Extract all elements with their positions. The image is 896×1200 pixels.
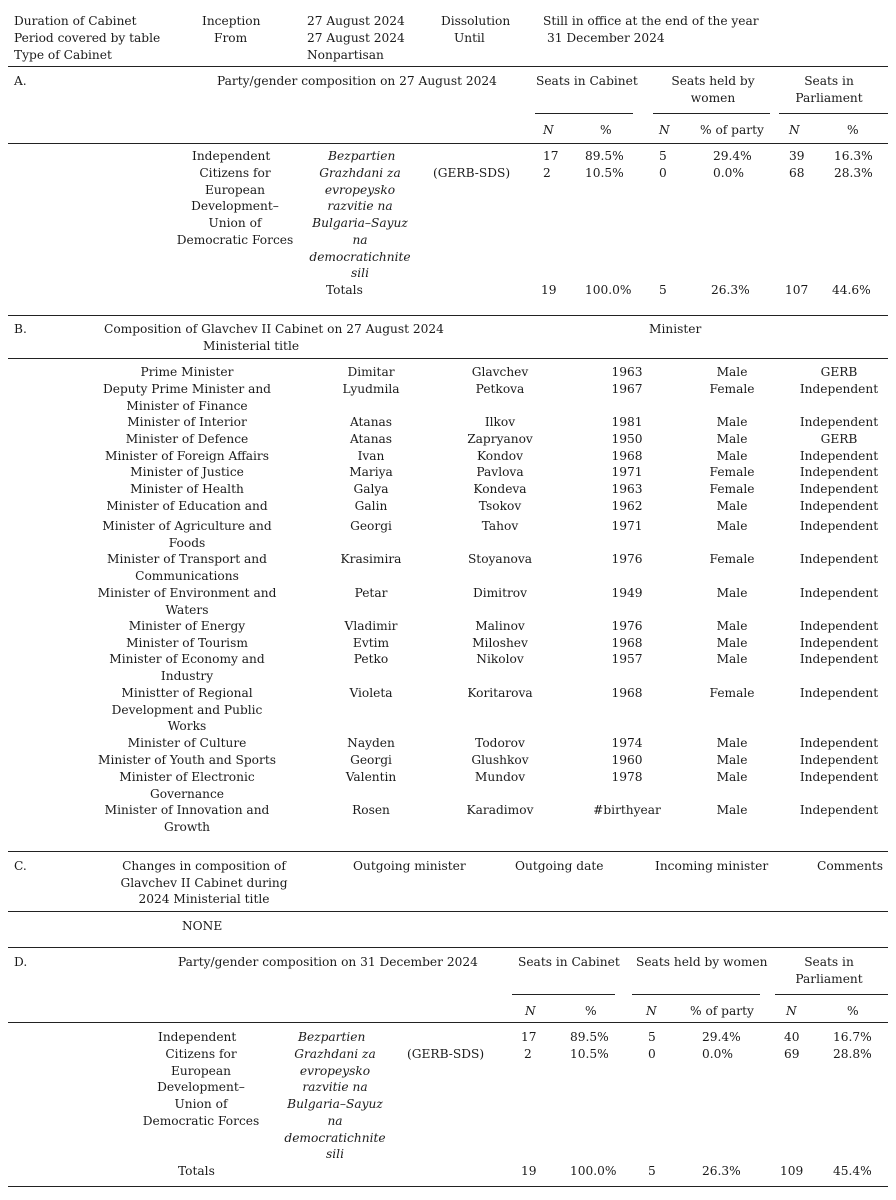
minister-birth-year: 1981 (611, 415, 643, 429)
minister-birth-year: 1978 (611, 770, 643, 784)
n-header: N (525, 1004, 536, 1018)
ministerial-title: Ministter of Regional Development and Public Works (111, 686, 263, 734)
pct-header: % (847, 123, 859, 137)
minister-first-name: Georgi (350, 753, 392, 767)
subheader-rule (535, 113, 633, 114)
col-cabinet: Seats in Cabinet (536, 74, 638, 88)
parliament-n: 40 (784, 1030, 800, 1044)
minister-last-name: Zapryanov (467, 432, 533, 446)
minister-last-name: Glushkov (471, 753, 529, 767)
ministerial-title: Minister of Youth and Sports (98, 753, 276, 767)
ministerial-title: Minister of Foreign Affairs (105, 449, 269, 463)
parliament-pct: 28.3% (834, 166, 873, 180)
until-value: 31 December 2024 (547, 31, 665, 45)
minister-birth-year: #birthyear (593, 803, 661, 817)
ministerial-title: Minister of Agriculture and Foods (102, 519, 272, 550)
women-pct: 29.4% (713, 149, 752, 163)
ministerial-title: Minister of Economy and Industry (109, 652, 265, 683)
parliament-pct: 16.7% (833, 1030, 872, 1044)
minister-gender: Female (709, 465, 755, 479)
minister-first-name: Mariya (349, 465, 393, 479)
women-n: 5 (648, 1030, 656, 1044)
minister-gender: Male (716, 519, 748, 533)
ministerial-title: Minister of Electronic Governance (119, 770, 255, 801)
ministerial-title: Minister of Tourism (126, 636, 248, 650)
section-letter: B. (14, 322, 27, 336)
cabinet-n: 17 (521, 1030, 537, 1044)
minister-gender: Male (716, 432, 748, 446)
minister-birth-year: 1974 (611, 736, 643, 750)
cabinet-pct: 89.5% (570, 1030, 609, 1044)
cabinet-pct: 10.5% (585, 166, 624, 180)
n-header: N (646, 1004, 657, 1018)
party-name: Citizens for European Development–Union of Democratic Forces (142, 1047, 260, 1128)
minister-birth-year: 1963 (611, 482, 643, 496)
until-label: Until (454, 31, 485, 45)
minister-gender: Female (709, 686, 755, 700)
party-abbreviation: (GERB-SDS) (407, 1047, 485, 1061)
minister-party: GERB (820, 432, 858, 446)
minister-gender: Male (716, 619, 748, 633)
parliament-n: 69 (784, 1047, 800, 1061)
pct-party-header: % of party (690, 1004, 754, 1018)
minister-last-name: Malinov (475, 619, 525, 633)
subheader-rule (775, 994, 888, 995)
minister-last-name: Ilkov (484, 415, 516, 429)
minister-gender: Male (716, 586, 748, 600)
minister-first-name: Krasimira (340, 552, 402, 566)
minister-gender: Male (716, 499, 748, 513)
minister-last-name: Glavchev (471, 365, 529, 379)
ministerial-title: Minister of Health (130, 482, 244, 496)
minister-party: Independent (799, 803, 879, 817)
parliament-pct: 28.8% (833, 1047, 872, 1061)
minister-party: Independent (799, 449, 879, 463)
minister-birth-year: 1962 (611, 499, 643, 513)
no-changes-text: NONE (182, 919, 223, 933)
divider (8, 358, 888, 359)
ministerial-title: Prime Minister (140, 365, 234, 379)
pct-party-header: % of party (700, 123, 764, 137)
minister-first-name: Ivan (357, 449, 385, 463)
col-outgoing-minister: Outgoing minister (353, 859, 466, 873)
minister-party: Independent (799, 382, 879, 396)
col-parliament: Seats in Parliament (795, 955, 863, 986)
n-header: N (789, 123, 800, 137)
minister-gender: Male (716, 753, 748, 767)
party-native-name: Grazhdani za evropeysko razvitie na Bulgaria–Sayuz na democratichnite sili (309, 166, 411, 281)
minister-party: Independent (799, 753, 879, 767)
ministerial-title: Minister of Culture (127, 736, 247, 750)
divider (8, 1186, 888, 1187)
minister-first-name: Petko (353, 652, 389, 666)
divider (8, 315, 888, 316)
col-incoming-minister: Incoming minister (655, 859, 769, 873)
n-header: N (659, 123, 670, 137)
party-native-name: Bezpartien (298, 1030, 366, 1044)
minister-birth-year: 1968 (611, 636, 643, 650)
dissolution-label: Dissolution (441, 14, 511, 28)
n-header: N (786, 1004, 797, 1018)
minister-gender: Male (716, 803, 748, 817)
women-pct: 29.4% (702, 1030, 741, 1044)
cabinet-n: 19 (541, 283, 557, 297)
totals-label: Totals (326, 283, 363, 297)
women-pct: 26.3% (711, 283, 750, 297)
subheader-rule (779, 113, 888, 114)
minister-party: Independent (799, 415, 879, 429)
ministerial-title: Minister of Interior (127, 415, 247, 429)
section-title: Party/gender composition on 27 August 2024 (217, 74, 497, 88)
from-date: 27 August 2024 (307, 31, 405, 45)
section-title: Party/gender composition on 31 December 2024 (178, 955, 478, 969)
minister-party: Independent (799, 652, 879, 666)
parliament-n: 39 (789, 149, 805, 163)
parliament-n: 109 (780, 1164, 804, 1178)
section-letter: C. (14, 859, 27, 873)
minister-party: Independent (799, 586, 879, 600)
minister-party: Independent (799, 686, 879, 700)
minister-gender: Female (709, 552, 755, 566)
subheader-rule (632, 994, 760, 995)
minister-first-name: Vladimir (344, 619, 398, 633)
minister-party: Independent (799, 619, 879, 633)
cabinet-pct: 100.0% (570, 1164, 617, 1178)
minister-birth-year: 1976 (611, 619, 643, 633)
minister-party: Independent (799, 552, 879, 566)
party-name: Citizens for European Development–Union of Democratic Forces (176, 166, 294, 247)
parliament-n: 68 (789, 166, 805, 180)
minister-first-name: Lyudmila (342, 382, 400, 396)
minister-birth-year: 1949 (611, 586, 643, 600)
minister-birth-year: 1957 (611, 652, 643, 666)
ministerial-title: Minister of Transport and Communications (107, 552, 267, 583)
minister-birth-year: 1950 (611, 432, 643, 446)
ministerial-title: Minister of Justice (130, 465, 244, 479)
women-n: 5 (659, 149, 667, 163)
dissolution-value: Still in office at the end of the year (543, 14, 759, 28)
minister-party: Independent (799, 482, 879, 496)
inception-label: Inception (202, 14, 261, 28)
subheader-rule (512, 994, 615, 995)
col-women: Seats held by women (671, 74, 755, 105)
minister-party: Independent (799, 465, 879, 479)
from-label: From (214, 31, 248, 45)
ministerial-title: Minister of Defence (125, 432, 249, 446)
totals-label: Totals (178, 1164, 215, 1178)
divider (8, 1022, 888, 1023)
women-n: 5 (659, 283, 667, 297)
minister-first-name: Galin (354, 499, 388, 513)
minister-first-name: Atanas (349, 415, 393, 429)
ministerial-title: Minister of Innovation and Growth (104, 803, 270, 834)
pct-header: % (847, 1004, 859, 1018)
divider (8, 66, 888, 67)
minister-first-name: Nayden (347, 736, 395, 750)
minister-last-name: Tahov (481, 519, 519, 533)
type-label: Type of Cabinet (14, 48, 112, 62)
minister-first-name: Georgi (350, 519, 392, 533)
minister-last-name: Pavlova (476, 465, 524, 479)
minister-gender: Male (716, 365, 748, 379)
duration-label: Duration of Cabinet (14, 14, 137, 28)
cabinet-n: 17 (543, 149, 559, 163)
party-native-name: Grazhdani za evropeysko razvitie na Bulgaria–Sayuz na democratichnite sili (284, 1047, 386, 1162)
minister-gender: Male (716, 415, 748, 429)
minister-first-name: Evtim (352, 636, 390, 650)
minister-birth-year: 1968 (611, 449, 643, 463)
minister-last-name: Nikolov (476, 652, 524, 666)
women-pct: 26.3% (702, 1164, 741, 1178)
minister-last-name: Kondeva (473, 482, 527, 496)
col-outgoing-date: Outgoing date (515, 859, 604, 873)
minister-last-name: Todorov (475, 736, 525, 750)
ministerial-title: Minister of Education and (106, 499, 268, 513)
minister-first-name: Valentin (345, 770, 397, 784)
minister-last-name: Karadimov (466, 803, 534, 817)
minister-last-name: Petkova (475, 382, 525, 396)
party-abbreviation: (GERB-SDS) (433, 166, 511, 180)
minister-last-name: Miloshev (472, 636, 528, 650)
divider (8, 851, 888, 852)
party-native-name: Bezpartien (328, 149, 396, 163)
inception-date: 27 August 2024 (307, 14, 405, 28)
divider (8, 911, 888, 912)
period-label: Period covered by table (14, 31, 161, 45)
subheader-rule (653, 113, 770, 114)
section-letter: D. (14, 955, 28, 969)
parliament-n: 107 (785, 283, 809, 297)
section-title: Changes in composition of Glavchev II Cabinet during 2024 Ministerial title (120, 859, 288, 907)
minister-gender: Male (716, 636, 748, 650)
minister-last-name: Kondov (477, 449, 523, 463)
minister-birth-year: 1971 (611, 465, 643, 479)
parliament-pct: 45.4% (833, 1164, 872, 1178)
minister-label: Minister (649, 322, 702, 336)
women-n: 0 (648, 1047, 656, 1061)
ministerial-title: Deputy Prime Minister and Minister of Finance (103, 382, 271, 413)
minister-last-name: Mundov (474, 770, 526, 784)
minister-birth-year: 1971 (611, 519, 643, 533)
divider (8, 143, 888, 144)
minister-party: Independent (799, 499, 879, 513)
minister-party: Independent (799, 519, 879, 533)
pct-header: % (585, 1004, 597, 1018)
col-women: Seats held by women (636, 955, 768, 969)
cabinet-n: 2 (543, 166, 551, 180)
parliament-pct: 44.6% (832, 283, 871, 297)
minister-gender: Female (709, 382, 755, 396)
pct-header: % (600, 123, 612, 137)
cabinet-n: 2 (524, 1047, 532, 1061)
ministerial-title: Minister of Energy (128, 619, 246, 633)
minister-gender: Male (716, 652, 748, 666)
women-n: 5 (648, 1164, 656, 1178)
minister-first-name: Violeta (349, 686, 393, 700)
minister-last-name: Tsokov (478, 499, 522, 513)
cabinet-pct: 100.0% (585, 283, 632, 297)
minister-last-name: Dimitrov (472, 586, 528, 600)
minister-gender: Female (709, 482, 755, 496)
type-value: Nonpartisan (307, 48, 384, 62)
section-title: Composition of Glavchev II Cabinet on 27 August 2024 (104, 322, 444, 336)
minister-last-name: Stoyanova (467, 552, 533, 566)
party-name: Independent (192, 149, 271, 163)
minister-birth-year: 1963 (611, 365, 643, 379)
divider (8, 947, 888, 948)
minister-party: Independent (799, 736, 879, 750)
women-pct: 0.0% (713, 166, 744, 180)
minister-first-name: Atanas (349, 432, 393, 446)
minister-last-name: Koritarova (467, 686, 533, 700)
minister-first-name: Rosen (352, 803, 390, 817)
minister-gender: Male (716, 736, 748, 750)
cabinet-n: 19 (521, 1164, 537, 1178)
minister-first-name: Dimitar (347, 365, 395, 379)
col-cabinet: Seats in Cabinet (518, 955, 620, 969)
women-pct: 0.0% (702, 1047, 733, 1061)
cabinet-pct: 89.5% (585, 149, 624, 163)
minister-birth-year: 1967 (611, 382, 643, 396)
minister-first-name: Galya (353, 482, 389, 496)
minister-birth-year: 1960 (611, 753, 643, 767)
minister-gender: Male (716, 770, 748, 784)
minister-party: GERB (820, 365, 858, 379)
minister-party: Independent (799, 770, 879, 784)
section-subtitle: Ministerial title (203, 339, 300, 353)
minister-party: Independent (799, 636, 879, 650)
minister-first-name: Petar (354, 586, 388, 600)
n-header: N (543, 123, 554, 137)
ministerial-title: Minister of Environment and Waters (97, 586, 277, 617)
women-n: 0 (659, 166, 667, 180)
party-name: Independent (158, 1030, 237, 1044)
parliament-pct: 16.3% (834, 149, 873, 163)
minister-gender: Male (716, 449, 748, 463)
section-letter: A. (14, 74, 27, 88)
cabinet-pct: 10.5% (570, 1047, 609, 1061)
col-parliament: Seats in Parliament (795, 74, 863, 105)
col-comments: Comments (817, 859, 883, 873)
minister-birth-year: 1968 (611, 686, 643, 700)
minister-birth-year: 1976 (611, 552, 643, 566)
